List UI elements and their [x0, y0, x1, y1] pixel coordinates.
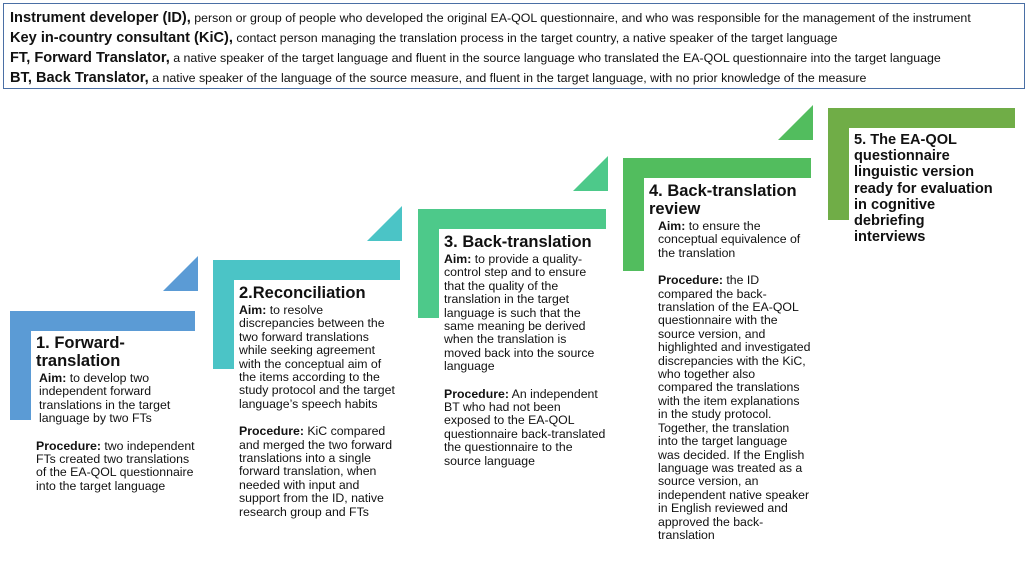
step-1-title: 1. Forward- translation: [36, 334, 125, 370]
step-4: [649, 182, 811, 556]
step-3-title: 3. Back-translation: [444, 233, 592, 251]
legend-entry-id: Instrument developer (ID), person or group of people who developed the original EA-QOL questionnaire, and who was responsible for the management of the instrument: [10, 10, 971, 26]
step-5: [854, 132, 1019, 247]
step-1-aim: Aim: to develop two independent forward translations in the target language by two FTs: [39, 371, 171, 426]
legend-entry-bt: BT, Back Translator, a native speaker of the language of the source measure, and fluent in the target language, with no prior knowledge of the measure: [10, 70, 867, 86]
legend-entry-ft: FT, Forward Translator, a native speaker of the target language and fluent in the source language who translated the EA-QOL questionnaire into the target language: [10, 50, 941, 66]
step-3-aim: Aim: to provide a quality-control step and to ensure that the quality of the translation in the target language is such that the same meaning be derived when the translation is moved back into the source language: [444, 252, 595, 374]
step-2: [239, 284, 399, 533]
step-4-aim: Aim: to ensure the conceptual equivalence of the translation: [658, 219, 801, 260]
step-4-procedure: Procedure: the ID compared the back-translation of the EA-QOL questionnaire with the source version, and highlighted and investigated discrepancies with the KiC, who together also compared the translations with the item explanations in the study protocol. Together, the translation into the target language was decided. If the English language was treated as a source version, an independent native speaker in English reviewed and approved the back-translation: [658, 273, 811, 542]
legend-entry-kic: Key in-country consultant (KiC), contact person managing the translation process in the target country, a native speaker of the target language: [10, 30, 838, 46]
step-5-title: 5. The EA-QOL questionnaire linguistic version ready for evaluation in cognitive debriefing interviews: [854, 132, 993, 246]
step-2-arrow: [367, 206, 402, 241]
step-1-arrow: [163, 256, 198, 291]
step-4-title: 4. Back-translation review: [649, 182, 797, 218]
step-3-procedure: Procedure: An independent BT who had not been exposed to the EA-QOL questionnaire back-translated the questionnaire to the source language: [444, 386, 606, 468]
step-1-procedure: Procedure: two independent FTs created two translations of the EA-QOL questionnaire into the target language: [36, 438, 195, 493]
step-1: [36, 334, 196, 507]
step-3: [444, 233, 606, 482]
step-2-procedure: Procedure: KiC compared and merged the two forward translations into a single forward translation, when needed with input and support from the ID, native research group and FTs: [239, 424, 393, 519]
step-2-title: 2.Reconciliation: [239, 284, 366, 302]
step-4-arrow: [778, 105, 813, 140]
step-3-arrow: [573, 156, 608, 191]
step-2-aim: Aim: to resolve discrepancies between the two forward translations while seeking agreement with the conceptual aim of the items according to the study protocol and the target language’s speech habits: [239, 303, 395, 411]
